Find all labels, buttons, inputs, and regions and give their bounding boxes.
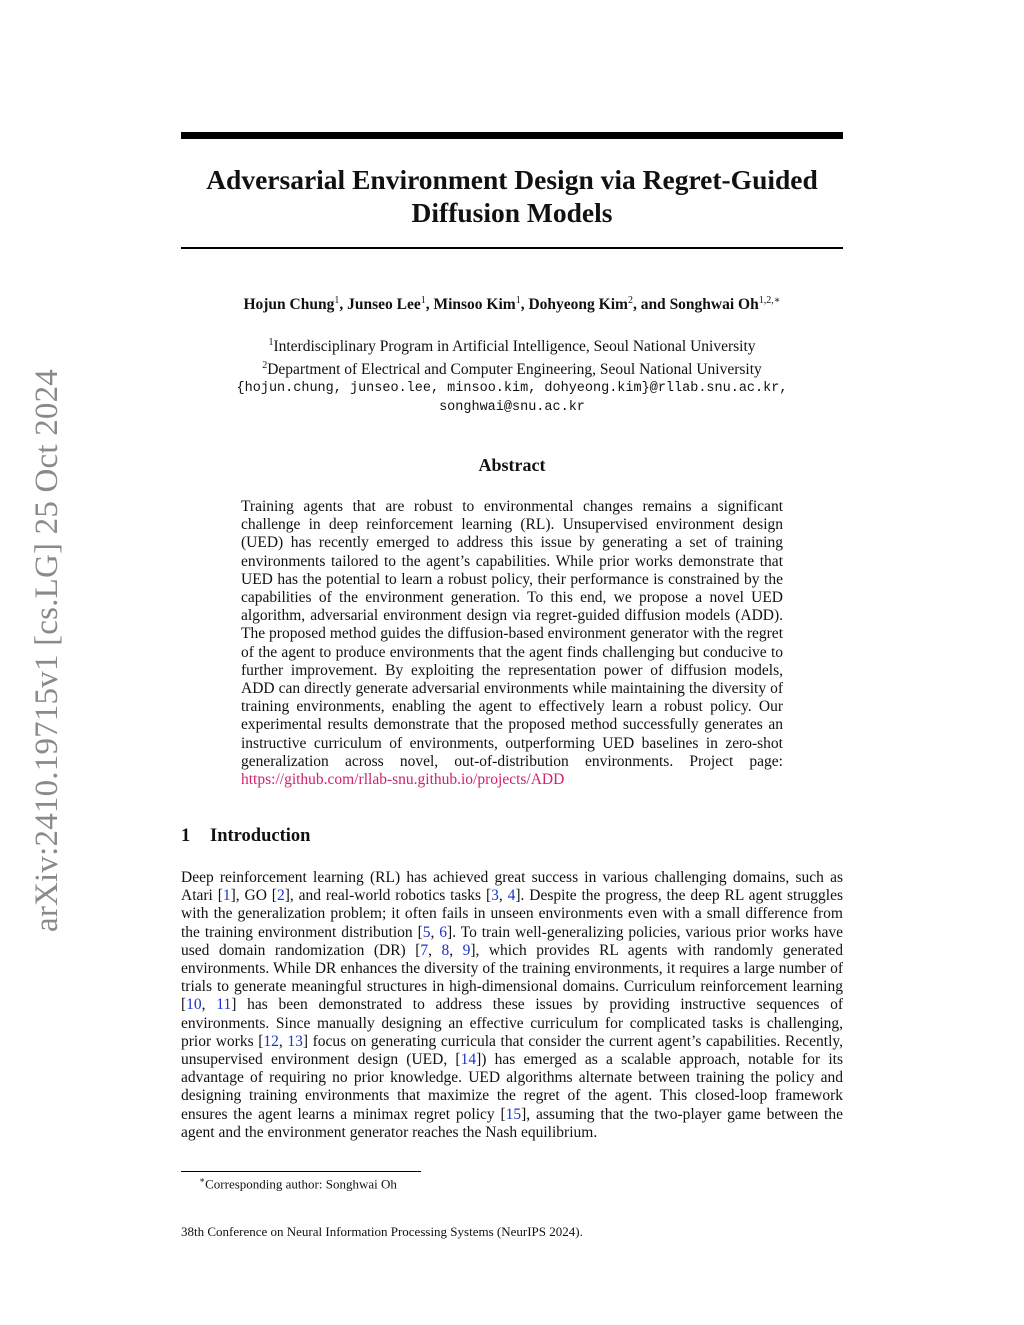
author-affiliation-marker: 2 bbox=[627, 295, 633, 306]
citation-link[interactable]: 15 bbox=[505, 1105, 522, 1123]
affiliation-2-text: Department of Electrical and Computer Engineering, Seoul National University bbox=[267, 361, 762, 379]
intro-text: ]. Despite the progress, the deep RL agent struggles with the generalization problem; it often fails in unseen environments even with a small difference from the training environment distribution [ bbox=[181, 887, 843, 941]
author-separator: , bbox=[425, 296, 434, 314]
citation-link[interactable]: 5 bbox=[422, 923, 431, 941]
title-top-rule bbox=[181, 132, 843, 139]
author-name: Junseo Lee bbox=[347, 296, 421, 314]
email-line-1: {hojun.chung, junseo.lee, minsoo.kim, dohyeong.kim}@rllab.snu.ac.kr, bbox=[236, 381, 788, 397]
citation-link[interactable]: 12 bbox=[263, 1032, 279, 1050]
author-separator: , bbox=[520, 296, 529, 314]
author-list bbox=[181, 295, 843, 314]
project-page-link[interactable]: https://github.com/rllab-snu.github.io/projects/ADD bbox=[241, 771, 565, 789]
footnote-text: Corresponding author: Songhwai Oh bbox=[205, 1176, 397, 1192]
intro-text: Deep reinforcement learning (RL) has achieved great success in various challenging domains, such as Atari [ bbox=[181, 869, 843, 905]
arxiv-sidebar bbox=[26, 355, 68, 945]
intro-text: , bbox=[201, 996, 217, 1014]
intro-text: , bbox=[430, 923, 440, 941]
author-affiliation-marker: 1,2,∗ bbox=[758, 295, 781, 306]
affiliation-1 bbox=[181, 333, 843, 356]
paper-title bbox=[181, 163, 843, 229]
affiliation-1-marker: 1 bbox=[268, 337, 274, 348]
intro-text: ], which provides RL agents with randomly generated environments. While DR enhances the diversity of the training environments, it requires a large number of trials to generate meaningful structures in high-dimensional domains. Curriculum reinforcement learning [ bbox=[181, 941, 844, 1014]
author-separator: , and bbox=[632, 296, 670, 314]
intro-text: ], GO [ bbox=[230, 887, 277, 905]
conference-note: 38th Conference on Neural Information Processing Systems (NeurIPS 2024). bbox=[181, 1224, 583, 1239]
citation-link[interactable]: 14 bbox=[460, 1051, 477, 1069]
author-name: Minsoo Kim bbox=[433, 296, 516, 314]
intro-text: , bbox=[278, 1032, 288, 1050]
citation-link[interactable]: 4 bbox=[507, 887, 516, 905]
email-line-2: songhwai@snu.ac.kr bbox=[439, 400, 585, 416]
section-heading-introduction bbox=[181, 826, 310, 847]
title-line-2: Diffusion Models bbox=[411, 197, 613, 228]
author-name: Songhwai Oh bbox=[669, 296, 759, 314]
footnote-marker: ∗ bbox=[199, 1175, 206, 1185]
citation-link[interactable]: 13 bbox=[287, 1032, 303, 1050]
arxiv-stamp: arXiv:2410.19715v1 [cs.LG] 25 Oct 2024 bbox=[28, 368, 65, 932]
section-title: Introduction bbox=[210, 826, 311, 846]
affiliation-1-text: Interdisciplinary Program in Artificial Intelligence, Seoul National University bbox=[273, 338, 756, 356]
footnote bbox=[199, 1175, 397, 1192]
intro-text: ] focus on generating curricula that consider the current agent’s capabilities. Recently, unsupervised environment design (UED, [ bbox=[181, 1032, 843, 1069]
author-affiliation-marker: 1 bbox=[420, 295, 426, 306]
intro-text: ]. To train well-generalizing policies, various prior works have used domain randomization (DR) [ bbox=[181, 923, 843, 959]
intro-text: , bbox=[449, 941, 463, 959]
abstract-heading: Abstract bbox=[478, 455, 546, 475]
citation-link[interactable]: 9 bbox=[462, 941, 471, 959]
affiliation-2-marker: 2 bbox=[262, 360, 268, 372]
abstract-text: Training agents that are robust to environmental changes remains a significant challenge in deep reinforcement learning (RL). Unsupervised environment design (UED) has recently emerged to address this issue by generating a set of training environments tailored to the agent’s capabilities. While prior works demonstrate that UED has the potential to learn a robust policy, their performance is constrained by the capabilities of the environment generation. To this end, we propose a novel UED algorithm, adversarial environment design via regret-guided diffusion models (ADD). The proposed method guides the diffusion-based environment generator with the regret of the agent to produce environments that the agent finds challenging but conducive to further improvement. By exploiting the representation power of diffusion models, ADD can directly generate adversarial environments while maintaining the diversity of training environments, enabling the agent to effectively learn a robust policy. Our experimental results demonstrate that the proposed method successfully generates an instructive curriculum of environments, outperforming UED baselines in zero-shot generalization across novel, out-of-distribution environments. Project page: bbox=[241, 498, 783, 770]
introduction-body bbox=[181, 869, 843, 1142]
affiliations bbox=[181, 333, 843, 417]
introduction-paragraph bbox=[181, 869, 843, 1142]
citation-link[interactable]: 8 bbox=[441, 941, 450, 959]
intro-text: ] has been demonstrated to address these issues by providing instructive sequences of environments. Since manually designing an effective curriculum for complicated tasks is challenging, prior works [ bbox=[181, 996, 844, 1050]
author-affiliation-marker: 1 bbox=[515, 295, 521, 306]
intro-text: , bbox=[428, 941, 442, 959]
footnote-rule bbox=[181, 1171, 421, 1172]
title-line-1: Adversarial Environment Design via Regret-Guided bbox=[206, 164, 818, 195]
citation-link[interactable]: 3 bbox=[491, 887, 499, 905]
citation-link[interactable]: 2 bbox=[276, 887, 285, 905]
citation-link[interactable]: 10 bbox=[186, 996, 202, 1014]
intro-text: ], and real-world robotics tasks [ bbox=[284, 887, 492, 905]
intro-text: ]) has emerged as a scalable approach, notable for its advantage of requiring no prior knowledge. UED algorithms alternate between training the policy and designing training environments that maximize the regret of the agent. This closed-loop framework ensures the agent learns a minimax regret policy [ bbox=[181, 1051, 843, 1123]
affiliation-2 bbox=[181, 356, 843, 379]
author-separator: , bbox=[339, 296, 348, 314]
author-name: Dohyeong Kim bbox=[528, 296, 628, 314]
author-affiliation-marker: 1 bbox=[334, 295, 340, 306]
citation-link[interactable]: 6 bbox=[439, 923, 448, 941]
title-bottom-rule bbox=[181, 247, 843, 249]
abstract-body bbox=[241, 498, 783, 789]
citation-link[interactable]: 11 bbox=[216, 996, 232, 1014]
intro-text: , bbox=[498, 887, 508, 905]
citation-link[interactable]: 7 bbox=[420, 941, 429, 959]
section-number: 1 bbox=[181, 826, 191, 846]
author-name: Hojun Chung bbox=[243, 296, 335, 314]
citation-link[interactable]: 1 bbox=[222, 887, 231, 905]
intro-text: ], assuming that the two-player game between the agent and the environment generator reaches the Nash equilibrium. bbox=[181, 1105, 843, 1141]
